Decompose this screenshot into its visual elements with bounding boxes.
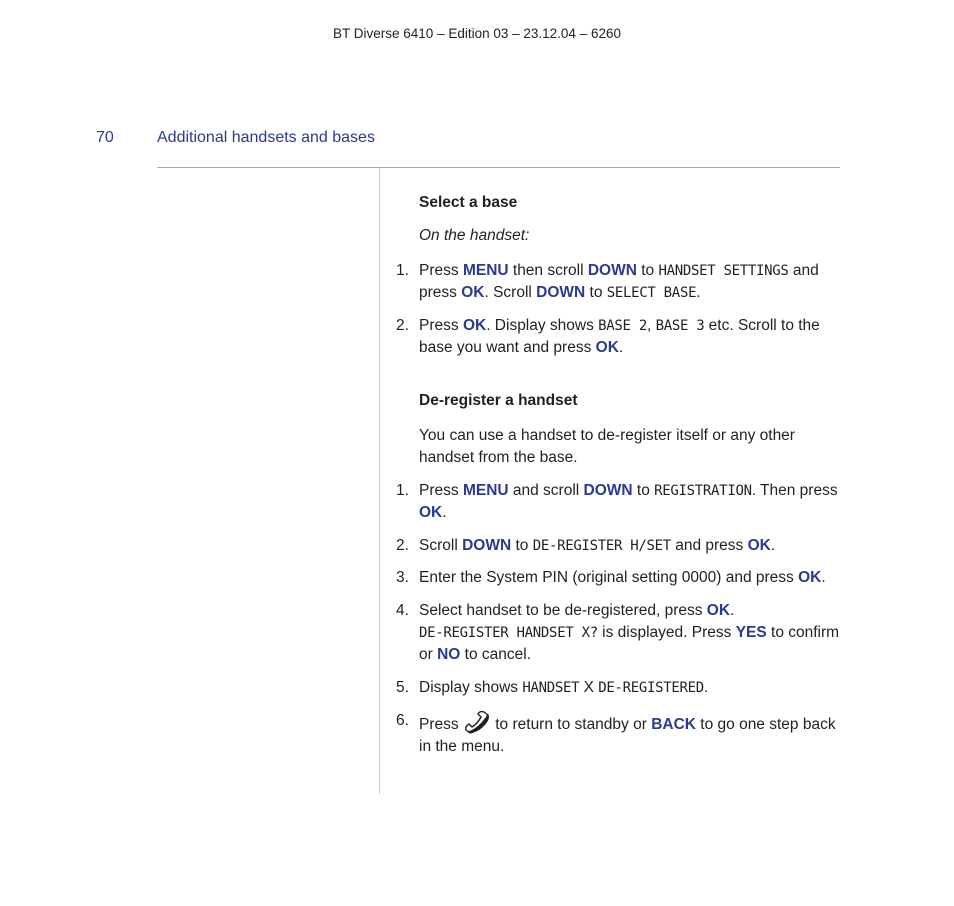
step-text-run: Enter the System PIN (original setting 0000) and press [419,569,799,586]
key-name: MENU [462,482,509,499]
key-name: OK [461,284,485,301]
step-number: 5. [396,679,409,696]
key-name: OK [462,317,487,334]
step-text-run: and scroll [508,482,584,499]
end-call-handset-icon [463,710,491,734]
step-text-run: Press [419,716,463,733]
step-text-run: . [696,284,701,301]
step-text-run: . Then press [751,482,838,499]
key-name: MENU [462,262,509,279]
step-text-run: . [821,569,826,586]
key-name: OK [798,569,822,586]
key-name: DOWN [536,284,586,301]
step-number: 1. [396,482,409,499]
key-name: BACK [651,716,696,733]
step-text [419,710,844,758]
display-text: REGISTRATION [654,483,752,499]
step-text-run: to [511,537,533,554]
display-text: SELECT BASE [606,285,697,301]
step-text-run: to go one step back in the menu. [419,716,836,755]
step-number: 3. [396,569,409,586]
step-text-run: . [442,504,447,521]
step-text-run: to [632,482,655,499]
key-name: OK [706,602,731,619]
step-text-run: . [703,679,709,696]
step-text [419,677,844,699]
display-text: DE-REGISTER H/SET [532,538,671,554]
step-text [419,260,844,304]
vertical-divider [379,168,380,794]
key-name: YES [735,624,767,641]
step-number: 2. [396,317,409,334]
step-text-run: to confirm or [419,624,840,663]
display-text: BASE 2 [598,318,647,334]
page-number: 70 [96,129,114,146]
key-name: OK [419,504,443,521]
display-text: DE-REGISTER HANDSET X? [419,625,598,641]
step-text-run: to return to standby or [490,716,652,733]
step-number: 4. [396,602,409,619]
step-text-run: is displayed. Press [597,624,736,641]
display-text: HANDSET [522,680,580,696]
step-text-run: Press [419,262,463,279]
horizontal-divider [157,167,840,168]
step-text-run: to [636,262,659,279]
step-text [419,567,844,589]
key-name: OK [595,339,619,356]
display-text: BASE 3 [655,318,705,334]
step-text-run: Display shows [419,679,523,696]
display-text: HANDSET SETTINGS [658,263,789,279]
step-text-run: etc. Scroll to the base you want and press [419,317,820,356]
step-text-run: Select handset to be de-registered, press [419,602,707,619]
step-number: 6. [396,712,409,729]
select-base-intro: On the handset: [419,227,530,244]
step-text-run: X [579,679,599,696]
step-text-run: then scroll [508,262,588,279]
select-base-heading: Select a base [419,194,518,211]
step-text-run: , [646,317,656,334]
step-text-run: Press [419,482,463,499]
step-text-run: . Display shows [486,317,599,334]
deregister-heading: De-register a handset [419,392,578,409]
step-text [419,480,844,524]
key-name: DOWN [583,482,633,499]
step-text-run: . [730,602,735,619]
step-text-run: Scroll [419,537,463,554]
step-text-run: to [585,284,607,301]
step-text-run: and press [670,537,748,554]
key-name: OK [747,537,771,554]
key-name: NO [437,646,461,663]
step-text [419,315,844,359]
key-name: DOWN [587,262,637,279]
key-name: DOWN [462,537,512,554]
step-text-run: and press [419,262,819,301]
section-title: Additional handsets and bases [157,129,375,146]
deregister-intro: You can use a handset to de-register itself or any other handset from the base. [419,427,795,466]
step-number: 2. [396,537,409,554]
step-text-run: . [618,339,624,356]
step-text [419,600,844,666]
step-text-run: . [770,537,776,554]
display-text: DE-REGISTERED [598,680,704,696]
step-text-run: . Scroll [484,284,537,301]
step-text [419,535,844,557]
document-edition-header: BT Diverse 6410 – Edition 03 – 23.12.04 – 6260 [333,26,621,41]
step-text-run: to cancel. [460,646,531,663]
step-text-run: Press [419,317,463,334]
step-number: 1. [396,262,409,279]
